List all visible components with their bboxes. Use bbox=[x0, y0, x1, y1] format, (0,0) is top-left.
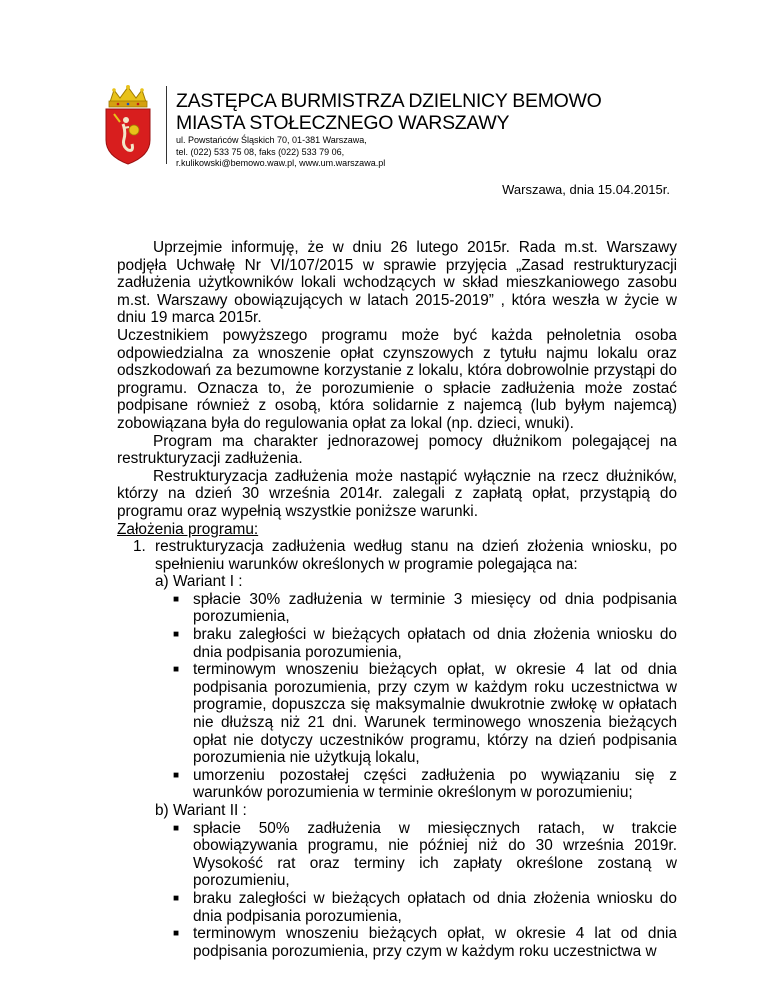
bullet-square-icon: ■ bbox=[173, 822, 180, 834]
bullet-item bbox=[173, 767, 677, 802]
variant-b-label: b) Wariant II : bbox=[155, 802, 247, 819]
bullet-square-icon: ■ bbox=[173, 593, 180, 605]
address-line2: tel. (022) 533 75 08, faks (022) 533 79 06, bbox=[176, 146, 345, 157]
letter-date: Warszawa, dnia 15.04.2015r. bbox=[502, 182, 670, 197]
bullet-item bbox=[173, 890, 677, 925]
bullet-text: braku zaległości w bieżących opłatach od dnia złożenia wniosku do dnia podpisania porozumienia, bbox=[193, 889, 677, 925]
office-title bbox=[176, 90, 601, 134]
bullet-square-icon: ■ bbox=[173, 769, 180, 781]
bullet-text: spłacie 50% zadłużenia w miesięcznych ratach, w trakcie obowiązywania programu, nie później niż do 30 września 2019r. Wysokość rat oraz terminy ich zapłaty określone zostaną w porozumieniu, bbox=[193, 819, 677, 890]
warsaw-coat-of-arms-icon bbox=[100, 84, 156, 166]
bullet-text: spłacie 30% zadłużenia w terminie 3 miesięcy od dnia podpisania porozumienia, bbox=[193, 590, 677, 626]
office-address bbox=[176, 135, 385, 170]
list-item bbox=[133, 538, 677, 573]
header-divider bbox=[166, 86, 167, 164]
paragraph-restructuring: Restrukturyzacja zadłużenia może nastąpić wyłącznie na rzecz dłużników, którzy na dzień 30 września 2014r. zalegali z zapłatą opłat, przystąpią do programu oraz wypełnią wszystkie poniższe warunki. bbox=[117, 467, 677, 520]
bullet-square-icon: ■ bbox=[173, 629, 180, 641]
address-line3: r.kulikowski@bemowo.waw.pl, www.um.warszawa.pl bbox=[176, 158, 386, 168]
bullet-item bbox=[173, 820, 677, 890]
variant-a-label: a) Wariant I : bbox=[155, 573, 243, 591]
letter-body bbox=[117, 239, 677, 960]
bullet-item bbox=[173, 925, 677, 960]
section-heading: Założenia programu: bbox=[117, 520, 259, 538]
paragraph-program-nature: Program ma charakter jednorazowej pomocy dłużnikom polegającej na restrukturyzacji zadłużenia. bbox=[117, 432, 677, 468]
list-item-number: 1. bbox=[133, 538, 146, 556]
office-title-line1: ZASTĘPCA BURMISTRZA DZIELNICY BEMOWO bbox=[176, 90, 602, 112]
bullet-text: umorzeniu pozostałej części zadłużenia po wywiązaniu się z warunków porozumienia w terminie określonym w porozumieniu; bbox=[193, 766, 677, 802]
bullet-item bbox=[173, 626, 677, 661]
paragraph-intro: Uprzejmie informuję, że w dniu 26 lutego 2015r. Rada m.st. Warszawy podjęła Uchwałę Nr VI/107/2015 w sprawie przyjęcia „Zasad restrukturyzacji zadłużenia użytkowników lokali wchodzących w skład mieszkaniowego zasobu m.st. Warszawy obowiązujących w latach 2015-2019” , która weszła w życie w dniu 19 marca 2015r. bbox=[117, 239, 677, 327]
bullet-item bbox=[173, 661, 677, 767]
bullet-text: terminowym wnoszeniu bieżących opłat, w okresie 4 lat od dnia podpisania porozumienia, przy czym w każdym roku uczestnictwa w bbox=[193, 925, 677, 960]
bullet-square-icon: ■ bbox=[173, 928, 180, 940]
bullet-item bbox=[173, 591, 677, 626]
address-line1: ul. Powstańców Śląskich 70, 01-381 Warszawa, bbox=[176, 135, 367, 145]
bullet-text: terminowym wnoszeniu bieżących opłat, w okresie 4 lat od dnia podpisania porozumienia, przy czym w każdym roku uczestnictwa w programie, dopuszcza się maksymalnie dwukrotnie zwłokę w opłatach nie dłuższą niż 21 dni. Warunek terminowego wnoszenia bieżących opłat nie dotyczy uczestników programu, którzy na dzień podpisania porozumienia nie użytkują lokalu, bbox=[193, 661, 677, 767]
office-title-line2: MIASTA STOŁECZNEGO WARSZAWY bbox=[176, 112, 510, 134]
bullet-text: braku zaległości w bieżących opłatach od dnia złożenia wniosku do dnia podpisania porozumienia, bbox=[193, 626, 677, 661]
list-item-text: restrukturyzacja zadłużenia według stanu na dzień złożenia wniosku, po spełnieniu warunków określonych w programie polegająca na: bbox=[155, 538, 677, 573]
paragraph-participants: Uczestnikiem powyższego programu może być każda pełnoletnia osoba odpowiedzialna za wnoszenie opłat czynszowych z tytułu najmu lokalu oraz odszkodowań za bezumowne korzystanie z lokalu, która dobrowolnie przystąpi do programu. Oznacza to, że porozumienie o spłacie zadłużenia może zostać podpisane również z osobą, która solidarnie z najemcą (lub byłym najemcą) zobowiązana była do regulowania opłat za lokal (np. dzieci, wnuki). bbox=[117, 326, 677, 432]
bullet-square-icon: ■ bbox=[173, 892, 180, 904]
bullet-square-icon: ■ bbox=[173, 664, 180, 676]
